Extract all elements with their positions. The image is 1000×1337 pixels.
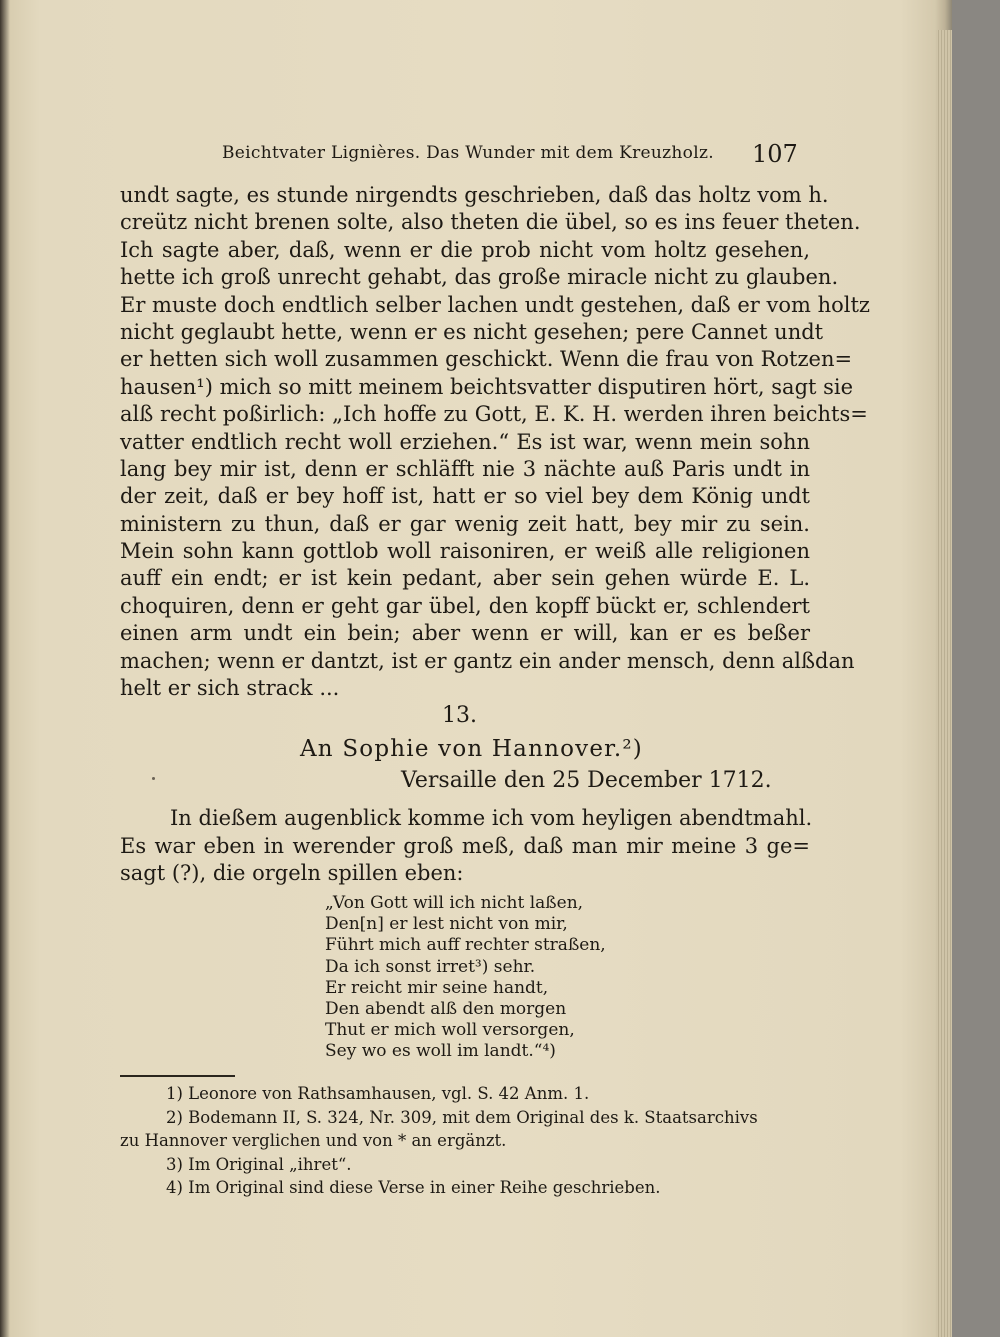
text-line: alß recht poßirlich: „Ich hoffe zu Gott, E. K. H. werden ihren beichts= [120,402,868,427]
verse-line: Den[n] er lest nicht von mir, [325,914,568,935]
verse-line: Führt mich auff rechter straßen, [325,935,606,956]
running-title: Beichtvater Lignières. Das Wunder mit dem Kreuzholz. [222,143,714,163]
text-line: helt er sich strack ... [120,676,340,701]
text-line: auff ein endt; er ist kein pedant, aber sein gehen würde E. L. [120,566,810,591]
section-number: 13. [442,703,477,728]
text-line: Ich sagte aber, daß, wenn er die prob nicht vom holtz gesehen, [120,237,810,262]
text-line: einen arm undt ein bein; aber wenn er will, kan er es beßer [120,621,810,646]
text-line: sagt (?), die orgeln spillen eben: [120,861,464,885]
text-line: undt sagte, es stunde nirgendts geschrieben, daß das holtz vom h. [120,183,829,207]
text-line: lang bey mir ist, denn er schläfft nie 3 nächte auß Paris undt in [120,456,810,481]
letter-dateline: Versaille den 25 December 1712. [401,768,772,793]
text-line: Mein sohn kann gottlob woll raisoniren, er weiß alle religionen [120,539,810,564]
text-line: hette ich groß unrecht gehabt, das große miracle nicht zu glauben. [120,265,839,290]
footnote-continuation: zu Hannover verglichen und von * an ergänzt. [120,1131,507,1150]
text-line: choquiren, denn er geht gar übel, den kopff bückt er, schlendert [120,593,810,618]
page-number: 107 [752,140,798,168]
verse-line: Sey wo es woll im landt.“⁴) [325,1041,556,1062]
page-edge-stack [936,30,952,1337]
footnote: 3) Im Original „ihret“. [166,1154,352,1174]
footnote: 1) Leonore von Rathsamhausen, vgl. S. 42 Anm. 1. [166,1084,590,1103]
text-line: nicht geglaubt hette, wenn er es nicht gesehen; pere Cannet undt [120,319,824,344]
text-line: Es war eben in werender groß meß, daß man mir meine 3 ge= [120,833,810,858]
footnote: 2) Bodemann II, S. 324, Nr. 309, mit dem Original des k. Staatsarchivs [166,1107,758,1127]
book-cover-edge [952,0,1000,1337]
verse-line: Den abendt alß den morgen [325,998,567,1019]
text-line: vatter endtlich recht woll erziehen.“ Es ist war, wenn mein sohn [120,429,810,454]
text-line: machen; wenn er dantzt, ist er gantz ein ander mensch, denn alßdan [120,648,855,673]
text-line: er hetten sich woll zusammen geschickt. Wenn die frau von Rotzen= [120,347,853,372]
verse-line: Da ich sonst irret³) sehr. [325,956,536,977]
text-line: hausen¹) mich so mitt meinem beichtsvatter disputiren hört, sagt sie [120,374,854,399]
text-line: creütz nicht brenen solte, also theten die übel, so es ins feuer theten. [120,210,861,235]
text-line: Er muste doch endtlich selber lachen undt gestehen, daß er vom holtz [120,292,870,317]
main-text [120,182,870,702]
verse-line: „Von Gott will ich nicht laßen, [325,893,584,913]
footnotes [120,1082,810,1200]
hymn-verse [325,893,606,1063]
letter-text [120,805,813,888]
verse-line: Thut er mich woll versorgen, [325,1020,575,1041]
verse-line: Er reicht mir seine handt, [325,977,549,998]
footnote-divider [120,1075,235,1077]
paper-speck [152,777,155,780]
text-line: In dießem augenblick komme ich vom heyligen abendtmahl. [170,806,813,830]
footnote: 4) Im Original sind diese Verse in einer Reihe geschrieben. [166,1178,661,1197]
section-title: An Sophie von Hannover.²) [300,736,643,762]
text-line: der zeit, daß er bey hoff ist, hatt er so viel bey dem König undt [120,484,810,509]
text-line: ministern zu thun, daß er gar wenig zeit hatt, bey mir zu sein. [120,511,810,536]
